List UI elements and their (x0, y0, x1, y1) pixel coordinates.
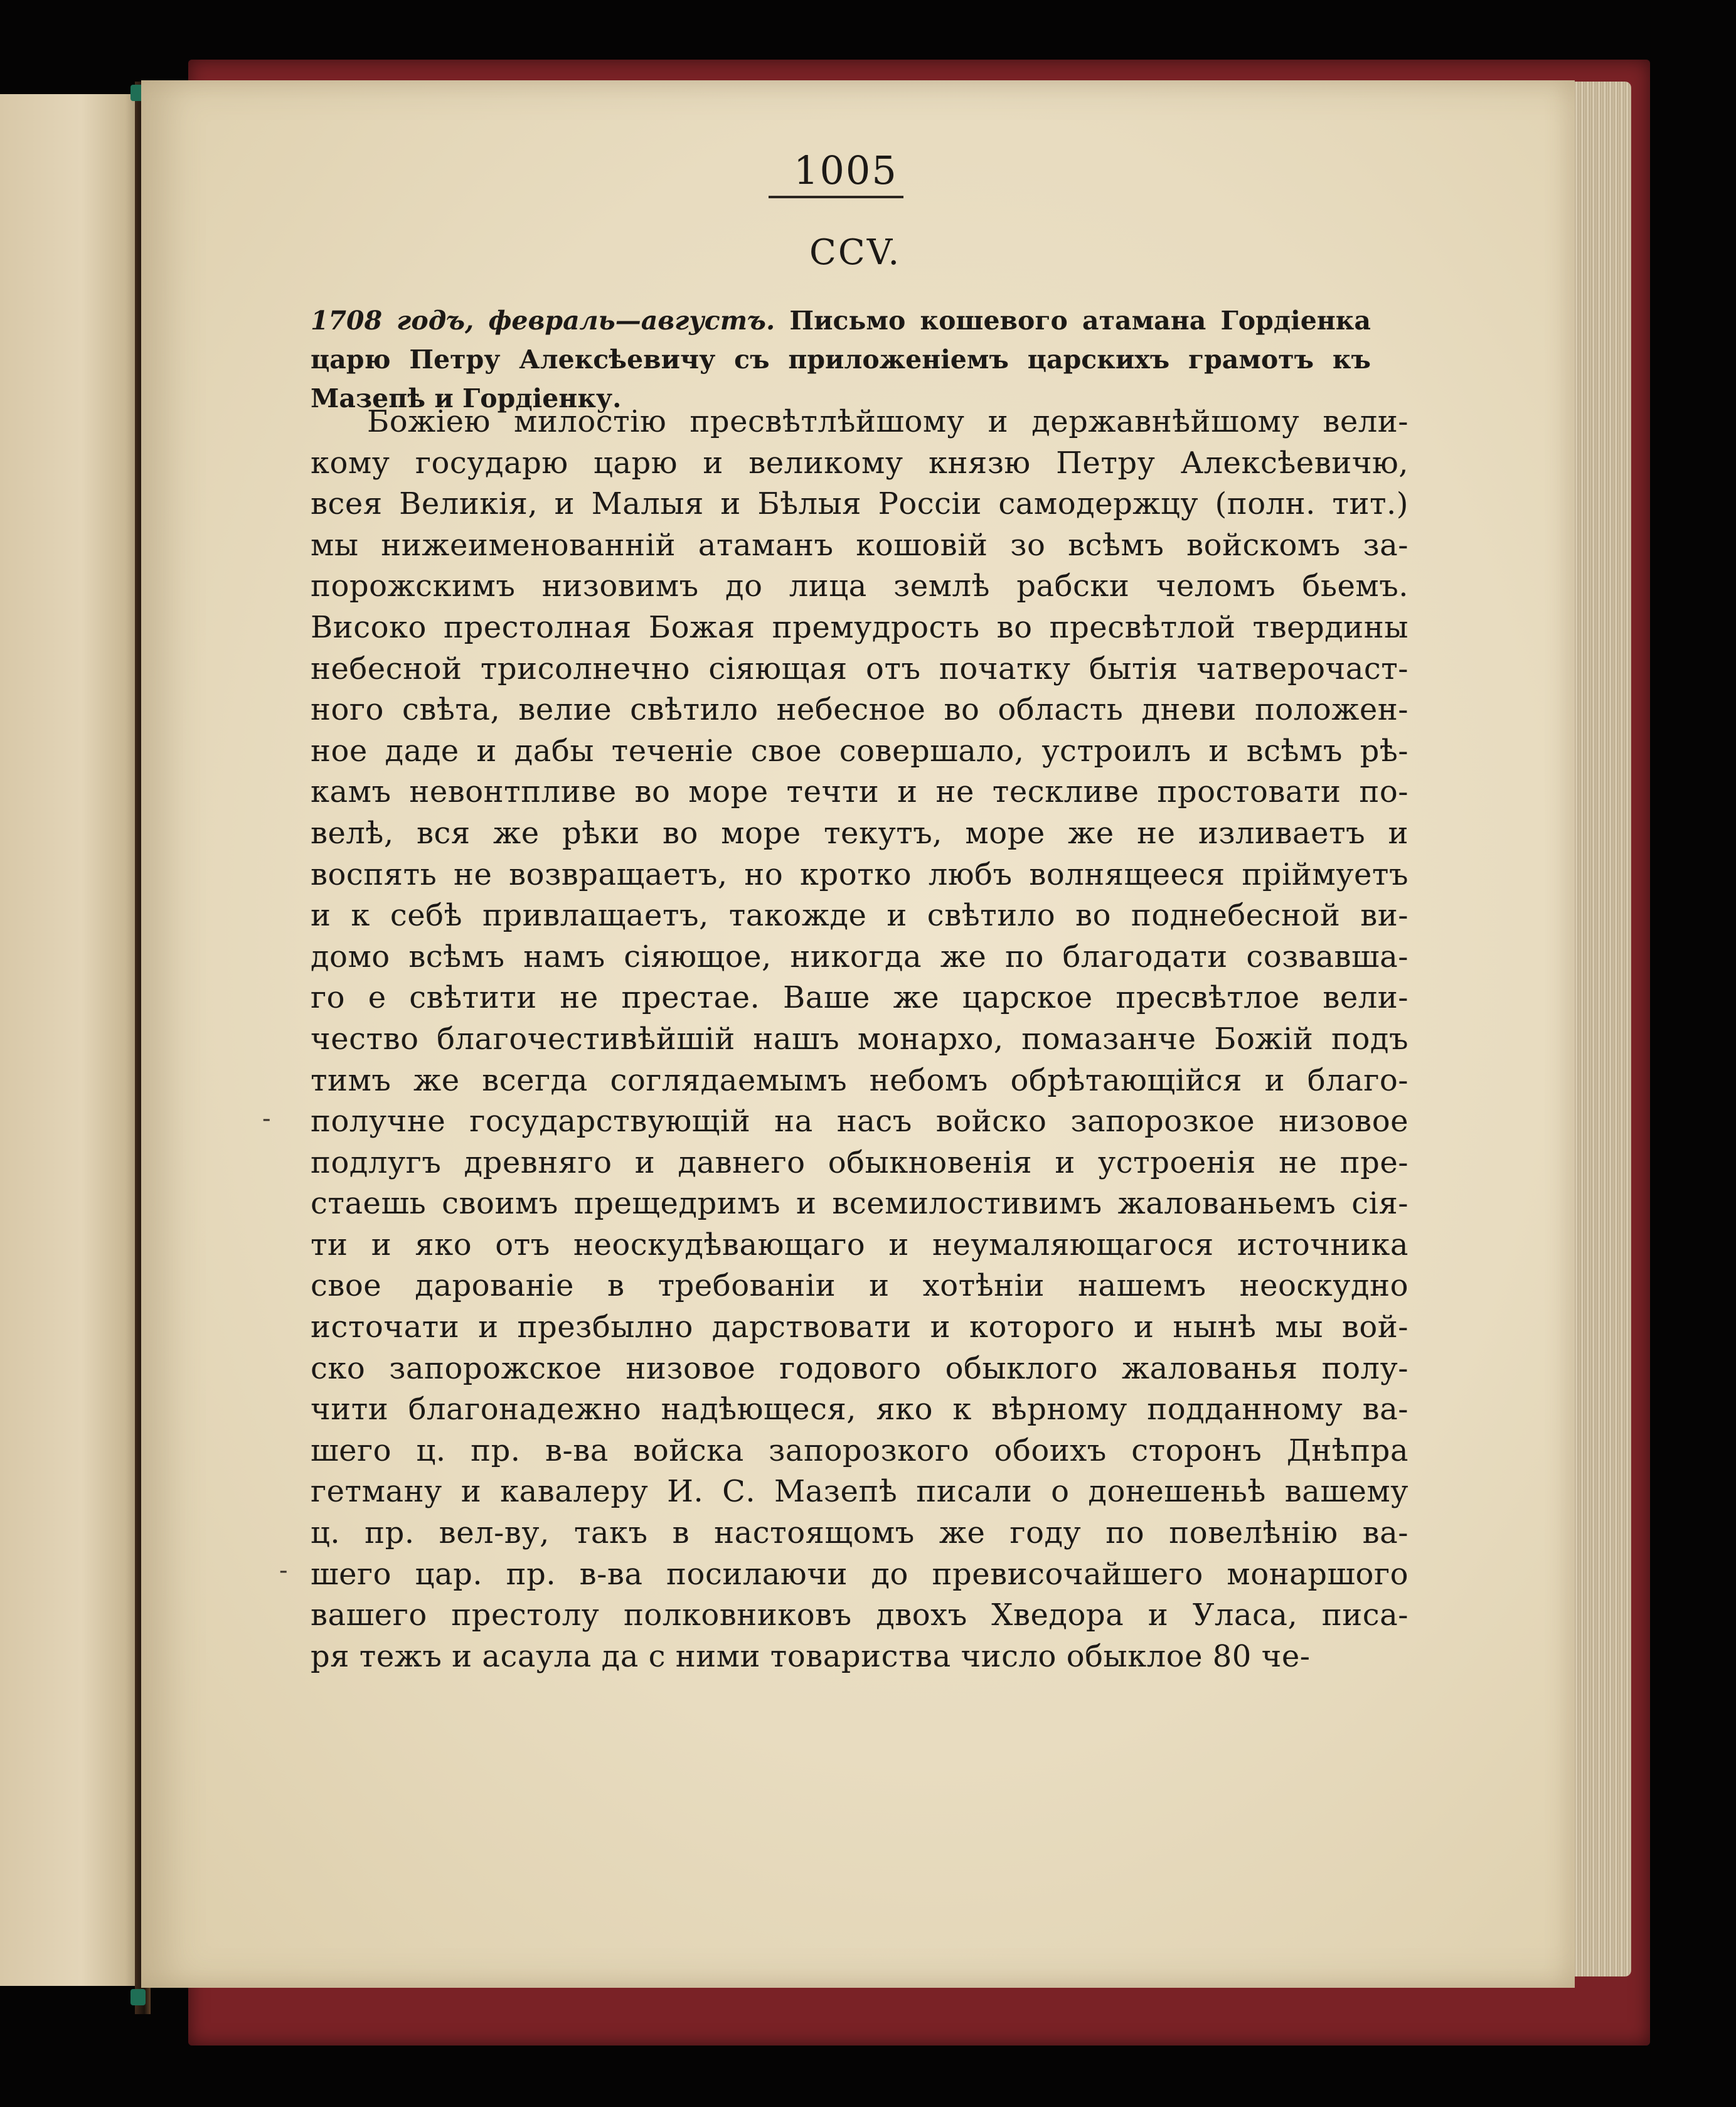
body-line: подлугъ древняго и давнего обыкновенія и устроенія не пре- (311, 1144, 1409, 1180)
body-line: чество благочестивѣйшій нашъ монархо, помазанче Божій подъ (311, 1021, 1409, 1057)
page-number-rule (769, 196, 903, 198)
body-line: велѣ, вся же рѣки во море текутъ, море же не изливаетъ и (311, 815, 1409, 851)
heading-text: Письмо кошевого атамана Гордіенка царю Петру Алексѣевичу съ приложеніемъ царскихъ грамотъ къ Мазепѣ и Гордіенку. (311, 306, 1371, 413)
body-line: источати и презбылно дарствовати и которого и нынѣ мы вой- (311, 1310, 1409, 1345)
body-line: шего цар. пр. в-ва посилаючи до превисочайшего монаршого (311, 1556, 1409, 1592)
body-line: ти и яко отъ неоскудѣвающаго и неумаляющагося источника (311, 1227, 1409, 1262)
body-line: небесной трисолнечно сіяющая отъ початку бытія чатверочаст- (311, 651, 1409, 686)
body-line: свое дарованіе в требованіи и хотѣніи нашемъ неоскудно (311, 1268, 1409, 1304)
spine-tab-bottom (130, 1989, 146, 2005)
body-line: камъ невонтпливе во море течти и не тескливе простовати по- (311, 774, 1409, 810)
facing-page-edge (0, 94, 147, 1986)
body-line: шего ц. пр. в-ва войска запорозкого обоихъ сторонъ Днѣпра (311, 1432, 1409, 1468)
body-line: тимъ же всегда соглядаемымъ небомъ обрѣтающійся и благо- (311, 1062, 1409, 1098)
body-line: порожскимъ низовимъ до лица землѣ рабски челомъ бьемъ. (311, 568, 1409, 604)
margin-mark: - (279, 1556, 288, 1585)
document-heading (311, 301, 1371, 418)
body-line: кому государю царю и великому князю Петру Алексѣевичю, (311, 445, 1409, 481)
body-line: мы нижеименованній атаманъ кошовій зо всѣмъ войскомъ за- (311, 527, 1409, 563)
body-line: ря тежъ и асаула да с ними товариства число обыклое 80 че- (311, 1638, 1311, 1674)
body-line: получне государствующій на насъ войско запорозкое низовое (311, 1104, 1409, 1139)
margin-mark: - (262, 1104, 271, 1133)
page-number: 1005 (794, 147, 898, 193)
body-line: всея Великія, и Малыя и Бѣлыя Россіи самодержцу (полн. тит.) (311, 486, 1409, 522)
body-line: ного свѣта, велие свѣтило небесное во область дневи положен- (311, 692, 1409, 728)
body-line: стаешь своимъ прещедримъ и всемилостивимъ жалованьемъ сія- (311, 1186, 1409, 1222)
body-line: го е свѣтити не престае. Ваше же царское пресвѣтлое вели- (311, 980, 1409, 1016)
body-line: чити благонадежно надѣющеся, яко к вѣрному подданному ва- (311, 1392, 1409, 1427)
section-number: CCV. (809, 232, 902, 273)
body-line: Божіею милостію пресвѣтлѣйшому и державнѣйшому вели- (367, 404, 1409, 439)
body-line: ско запорожское низовое годового обыклого жалованья полу- (311, 1350, 1409, 1386)
body-line: ное даде и дабы теченіе свое совершало, устроилъ и всѣмъ рѣ- (311, 733, 1409, 769)
body-line: домо всѣмъ намъ сіяющое, никогда же по благодати созвавша- (311, 939, 1409, 974)
body-line: воспять не возвращаетъ, но кротко любъ волнящееся пріймуетъ (311, 856, 1409, 892)
body-line: ц. пр. вел-ву, такъ в настоящомъ же году по повелѣнію ва- (311, 1515, 1409, 1551)
body-line: вашего престолу полковниковъ двохъ Хведора и Уласа, писа- (311, 1598, 1409, 1633)
body-line: и к себѣ привлащаетъ, такожде и свѣтило во поднебесной ви- (311, 898, 1409, 934)
body-line: Високо престолная Божая премудрость во пресвѣтлой твердины (311, 609, 1409, 645)
heading-date: 1708 годъ, февраль—августъ. (311, 306, 775, 336)
body-line: гетману и кавалеру И. С. Мазепѣ писали о донешеньѣ вашему (311, 1474, 1409, 1510)
letter-body (311, 402, 1409, 1677)
